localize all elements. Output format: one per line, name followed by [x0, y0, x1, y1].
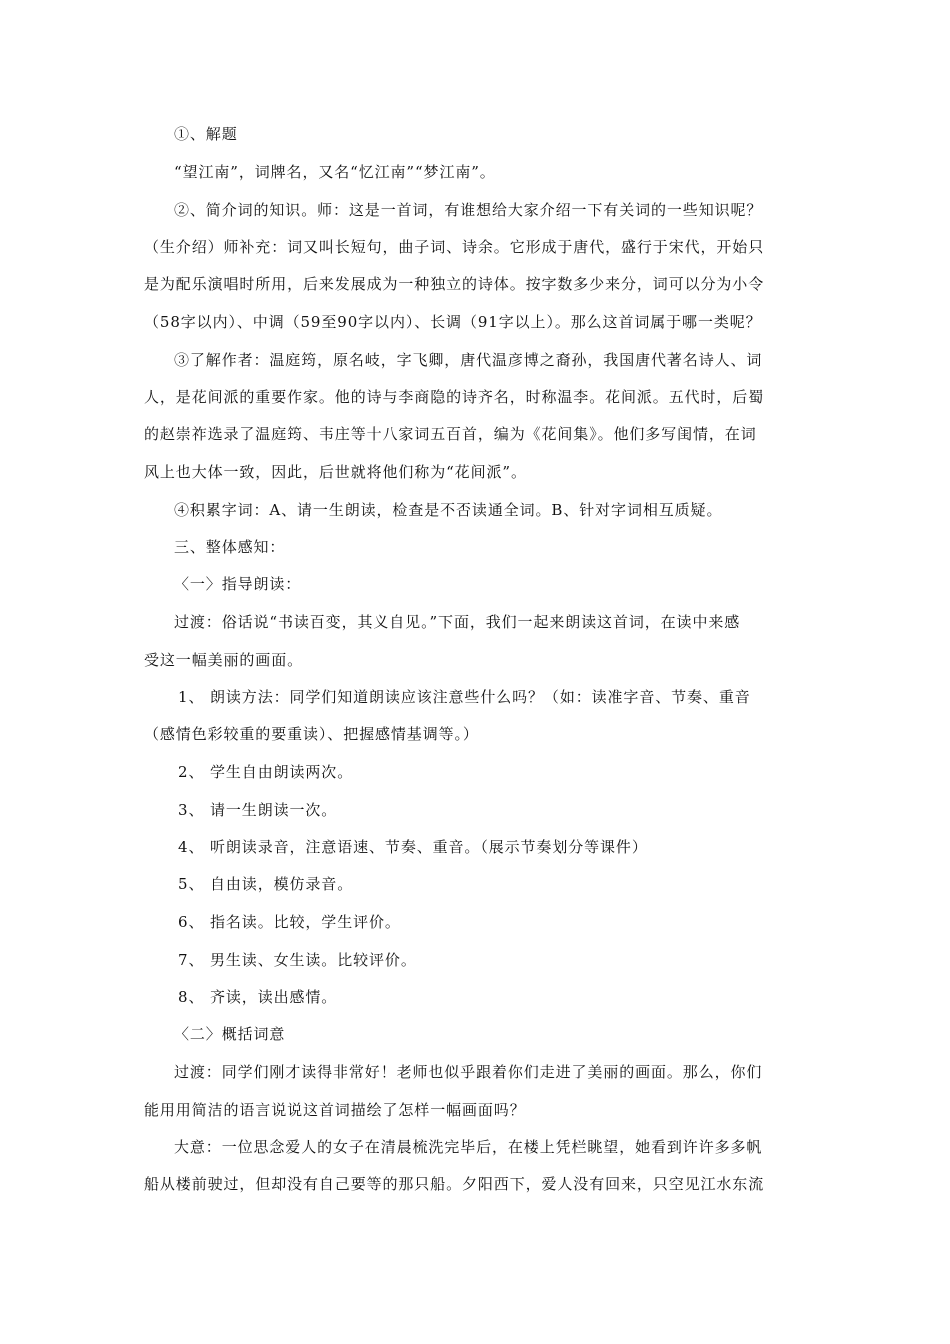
list-item: 2、 学生自由朗读两次。 [178, 763, 354, 781]
list-item: 5、 自由读，模仿录音。 [178, 875, 354, 893]
list-item: 6、 指名读。比较，学生评价。 [178, 913, 401, 931]
paragraph: 过渡：同学们刚才读得非常好！老师也似乎跟着你们走进了美丽的画面。那么，你们 [174, 1063, 763, 1081]
paragraph: （58字以内）、中调（59至90字以内）、长调（91字以上）。那么这首词属于哪一类呢？ [144, 313, 762, 331]
paragraph: （生介绍）师补充：词又叫长短句，曲子词、诗余。它形成于唐代，盛行于宋代，开始只 [144, 238, 765, 256]
paragraph: 是为配乐演唱时所用，后来发展成为一种独立的诗体。按字数多少来分，词可以分为小令 [144, 275, 765, 293]
paragraph: 风上也大体一致，因此，后世就将他们称为“花间派”。 [144, 463, 527, 481]
paragraph: ③了解作者：温庭筠，原名岐，字飞卿，唐代温彦博之裔孙，我国唐代著名诗人、词 [174, 351, 763, 369]
list-item: 3、 请一生朗读一次。 [178, 801, 338, 819]
paragraph: ②、简介词的知识。师：这是一首词，有谁想给大家介绍一下有关词的一些知识呢？ [174, 201, 763, 219]
paragraph: 人，是花间派的重要作家。他的诗与李商隐的诗齐名，时称温李。花间派。五代时，后蜀 [144, 388, 765, 406]
list-item: 1、 朗读方法：同学们知道朗读应该注意些什么吗？（如：读准字音、节奏、重音 [178, 688, 751, 706]
subsection-heading: 〈二〉概括词意 [174, 1025, 286, 1043]
paragraph: 过渡：俗话说“书读百变，其义自见。”下面，我们一起来朗读这首词，在读中来感 [174, 613, 741, 631]
section-heading: 三、整体感知： [174, 538, 286, 556]
list-item-continuation: （感情色彩较重的要重读）、把握感情基调等。） [144, 725, 479, 743]
paragraph: 能用用简洁的语言说说这首词描绘了怎样一幅画面吗？ [144, 1101, 526, 1119]
paragraph: 的赵崇祚选录了温庭筠、韦庄等十八家词五百首，编为《花间集》。他们多写闺情，在词 [144, 425, 757, 443]
list-item: 7、 男生读、女生读。比较评价。 [178, 951, 417, 969]
paragraph: ④积累字词：A、请一生朗读，检查是不否读通全词。B、针对字词相互质疑。 [174, 501, 723, 519]
list-item: 8、 齐读，读出感情。 [178, 988, 338, 1006]
paragraph: 受这一幅美丽的画面。 [144, 651, 304, 669]
subsection-heading: 〈一〉指导朗读： [174, 575, 302, 593]
paragraph: 船从楼前驶过，但却没有自己要等的那只船。夕阳西下，爱人没有回来，只空见江水东流 [144, 1175, 765, 1193]
heading-jieti: ①、解题 [174, 125, 238, 143]
paragraph: 大意：一位思念爱人的女子在清晨梳洗完毕后，在楼上凭栏眺望，她看到许许多多帆 [174, 1138, 763, 1156]
paragraph: “望江南”，词牌名，又名“忆江南”“梦江南”。 [174, 163, 496, 181]
list-item: 4、 听朗读录音，注意语速、节奏、重音。（展示节奏划分等课件） [178, 838, 648, 856]
